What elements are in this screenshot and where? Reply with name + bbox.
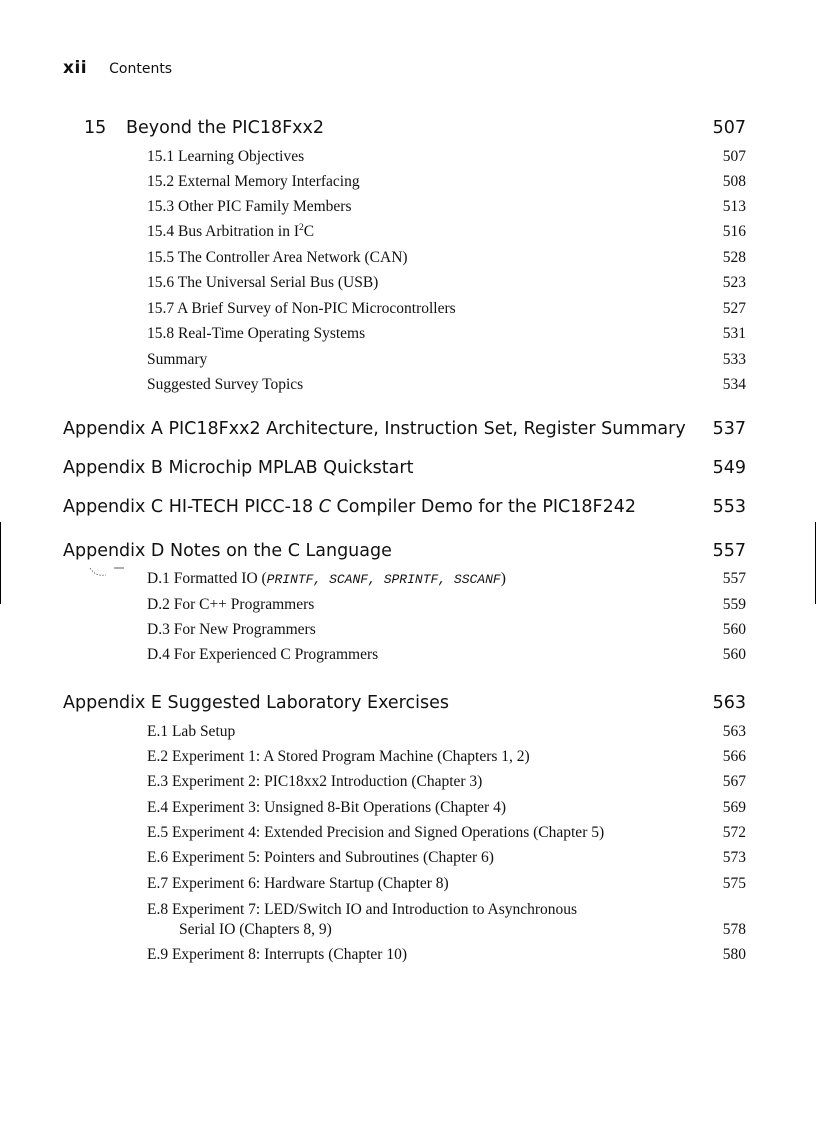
section-page: 513 — [722, 198, 746, 215]
section-page: 580 — [722, 946, 746, 963]
section-label: 15.8 Real-Time Operating Systems — [147, 325, 366, 342]
section-label: D.3 For New Programmers — [147, 621, 316, 638]
section-page: 567 — [722, 773, 746, 790]
section-label: E.9 Experiment 8: Interrupts (Chapter 10) — [147, 946, 407, 963]
toc-section[interactable] — [0, 748, 816, 768]
toc-section[interactable] — [0, 300, 816, 320]
section-page: 533 — [722, 351, 746, 368]
toc-section[interactable] — [0, 223, 816, 243]
toc-section[interactable] — [0, 849, 816, 869]
appendix-title: Appendix D Notes on the C Language — [63, 541, 392, 561]
toc-section[interactable] — [0, 946, 816, 966]
section-page: 566 — [722, 748, 746, 765]
chapter-number: 15 — [84, 118, 107, 138]
toc-appendix-b[interactable] — [0, 458, 816, 482]
chapter-page: 507 — [712, 118, 746, 138]
section-label: E.8 Experiment 7: LED/Switch IO and Introduction to Asynchronous — [147, 901, 578, 918]
section-page: 523 — [722, 274, 746, 291]
section-label: E.1 Lab Setup — [147, 723, 236, 740]
section-label-line2: Serial IO (Chapters 8, 9) — [179, 921, 332, 938]
toc-appendix-a[interactable] — [0, 419, 816, 443]
toc-section[interactable] — [0, 824, 816, 844]
appendix-title: Appendix A PIC18Fxx2 Architecture, Instruction Set, Register Summary — [63, 419, 686, 439]
section-page: 557 — [722, 570, 746, 587]
section-label-text: 15.4 Bus Arbitration in I — [147, 223, 299, 240]
section-page: 531 — [722, 325, 746, 342]
toc-section[interactable] — [0, 274, 816, 294]
toc-section[interactable] — [0, 901, 816, 921]
section-page: 572 — [722, 824, 746, 841]
running-title: Contents — [109, 61, 173, 77]
toc-section[interactable] — [0, 875, 816, 895]
appendix-page: 557 — [712, 541, 746, 561]
section-page: 569 — [722, 799, 746, 816]
code-text: PRINTF, SCANF, SPRINTF, SSCANF — [266, 572, 501, 587]
section-label: 15.5 The Controller Area Network (CAN) — [147, 249, 408, 266]
superscript: 2 — [298, 223, 304, 233]
section-label: E.6 Experiment 5: Pointers and Subroutines (Chapter 6) — [147, 849, 494, 866]
running-head — [63, 58, 172, 82]
appendix-title — [63, 497, 636, 517]
chapter-title: Beyond the PIC18Fxx2 — [126, 118, 324, 138]
section-label — [147, 223, 314, 241]
page-number: xii — [63, 58, 88, 78]
toc-section[interactable] — [0, 723, 816, 743]
section-page: 559 — [722, 596, 746, 613]
section-label: 15.7 A Brief Survey of Non-PIC Microcontrollers — [147, 300, 456, 317]
toc-section[interactable] — [0, 621, 816, 641]
section-label-text: C — [303, 223, 315, 240]
toc-appendix-d[interactable] — [0, 541, 816, 565]
toc-appendix-c[interactable] — [0, 497, 816, 521]
appendix-title: Appendix B Microchip MPLAB Quickstart — [63, 458, 414, 478]
toc-section[interactable] — [0, 596, 816, 616]
toc-section[interactable] — [0, 351, 816, 371]
toc-section[interactable] — [0, 646, 816, 666]
toc-section[interactable] — [0, 198, 816, 218]
section-label: 15.1 Learning Objectives — [147, 148, 305, 165]
section-label: E.2 Experiment 1: A Stored Program Machine (Chapters 1, 2) — [147, 748, 530, 765]
section-label: 15.2 External Memory Interfacing — [147, 173, 360, 190]
toc-chapter-15[interactable] — [0, 118, 816, 142]
appendix-title: Appendix E Suggested Laboratory Exercises — [63, 693, 449, 713]
appendix-title-text: Appendix C HI-TECH PICC-18 — [63, 497, 319, 517]
section-label: E.5 Experiment 4: Extended Precision and Signed Operations (Chapter 5) — [147, 824, 605, 841]
toc-section[interactable] — [0, 799, 816, 819]
appendix-title-italic: C — [318, 497, 331, 517]
section-label: 15.3 Other PIC Family Members — [147, 198, 352, 215]
toc-section[interactable] — [0, 570, 816, 590]
section-page: 516 — [722, 223, 746, 240]
section-page: 560 — [722, 621, 746, 638]
section-page: 528 — [722, 249, 746, 266]
section-page: 578 — [722, 921, 746, 938]
toc-section[interactable] — [0, 773, 816, 793]
appendix-page: 549 — [712, 458, 746, 478]
appendix-page: 537 — [712, 419, 746, 439]
toc-section-continued[interactable] — [0, 921, 816, 941]
section-label-text: ) — [500, 570, 506, 587]
toc-section[interactable] — [0, 249, 816, 269]
appendix-page: 563 — [712, 693, 746, 713]
section-page: 563 — [722, 723, 746, 740]
toc-section[interactable] — [0, 148, 816, 168]
section-label — [147, 570, 506, 588]
toc-section[interactable] — [0, 325, 816, 345]
section-label: Suggested Survey Topics — [147, 376, 304, 393]
section-label: 15.6 The Universal Serial Bus (USB) — [147, 274, 379, 291]
toc-appendix-e[interactable] — [0, 693, 816, 717]
section-label: E.3 Experiment 2: PIC18xx2 Introduction (Chapter 3) — [147, 773, 483, 790]
section-label: E.7 Experiment 6: Hardware Startup (Chapter 8) — [147, 875, 449, 892]
section-page: 527 — [722, 300, 746, 317]
section-label: E.4 Experiment 3: Unsigned 8-Bit Operations (Chapter 4) — [147, 799, 507, 816]
section-label-text: D.1 Formatted IO ( — [147, 570, 267, 587]
section-label: Summary — [147, 351, 208, 368]
section-label: D.2 For C++ Programmers — [147, 596, 315, 613]
section-page: 575 — [722, 875, 746, 892]
section-label: D.4 For Experienced C Programmers — [147, 646, 379, 663]
toc-section[interactable] — [0, 173, 816, 193]
section-page: 507 — [722, 148, 746, 165]
toc-section[interactable] — [0, 376, 816, 396]
section-page: 573 — [722, 849, 746, 866]
section-page: 508 — [722, 173, 746, 190]
appendix-page: 553 — [712, 497, 746, 517]
section-page: 534 — [722, 376, 746, 393]
section-page: 560 — [722, 646, 746, 663]
appendix-title-text: Compiler Demo for the PIC18F242 — [330, 497, 636, 517]
